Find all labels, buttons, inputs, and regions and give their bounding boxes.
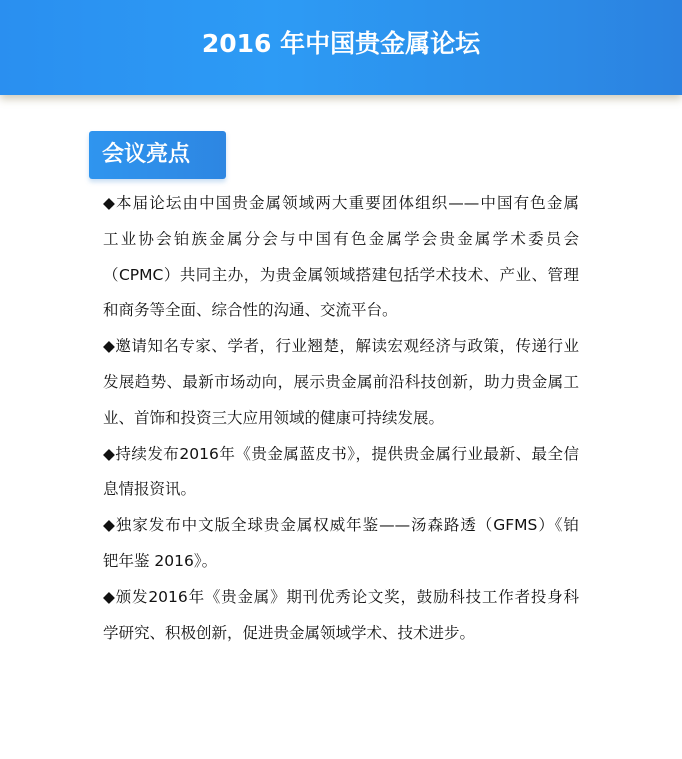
- paragraph-line: 发展趋势、最新市场动向，展示贵金属前沿科技创新，助力贵金属工: [103, 372, 579, 391]
- paragraph-line: 和商务等全面、综合性的沟通、交流平台。: [103, 301, 398, 320]
- highlights-content: [103, 186, 579, 651]
- paragraph-line: ◆邀请知名专家、学者，行业翘楚，解读宏观经济与政策，传递行业: [103, 337, 579, 356]
- paragraph-line: ◆独家发布中文版全球贵金属权威年鉴——汤森路透（GFMS）《铂: [103, 516, 579, 535]
- highlight-paragraph: [103, 580, 579, 652]
- section-title-badge: 会议亮点: [89, 131, 226, 179]
- paragraph-line: ◆本届论坛由中国贵金属领域两大重要团体组织——中国有色金属: [103, 194, 579, 212]
- highlight-paragraph: [103, 508, 579, 580]
- page-header: [0, 0, 682, 95]
- highlight-paragraph: [103, 329, 579, 436]
- paragraph-line: 学研究、积极创新，促进贵金属领域学术、技术进步。: [103, 623, 476, 642]
- paragraph-line: ◆持续发布2016年《贵金属蓝皮书》，提供贵金属行业最新、最全信: [103, 444, 579, 463]
- paragraph-line: 息情报资讯。: [103, 480, 197, 499]
- paragraph-line: 业、首饰和投资三大应用领域的健康可持续发展。: [103, 408, 445, 427]
- paragraph-line: （CPMC）共同主办，为贵金属领域搭建包括学术技术、产业、管理: [103, 265, 579, 284]
- page-title: 2016 年中国贵金属论坛: [201, 29, 481, 58]
- highlight-paragraph: [103, 437, 579, 509]
- paragraph-line: 钯年鉴 2016》。: [103, 551, 218, 570]
- paragraph-line: ◆颁发2016年《贵金属》期刊优秀论文奖，鼓励科技工作者投身科: [103, 587, 579, 606]
- highlight-paragraph: [103, 186, 579, 329]
- paragraph-line: 工业协会铂族金属分会与中国有色金属学会贵金属学术委员会: [103, 229, 579, 248]
